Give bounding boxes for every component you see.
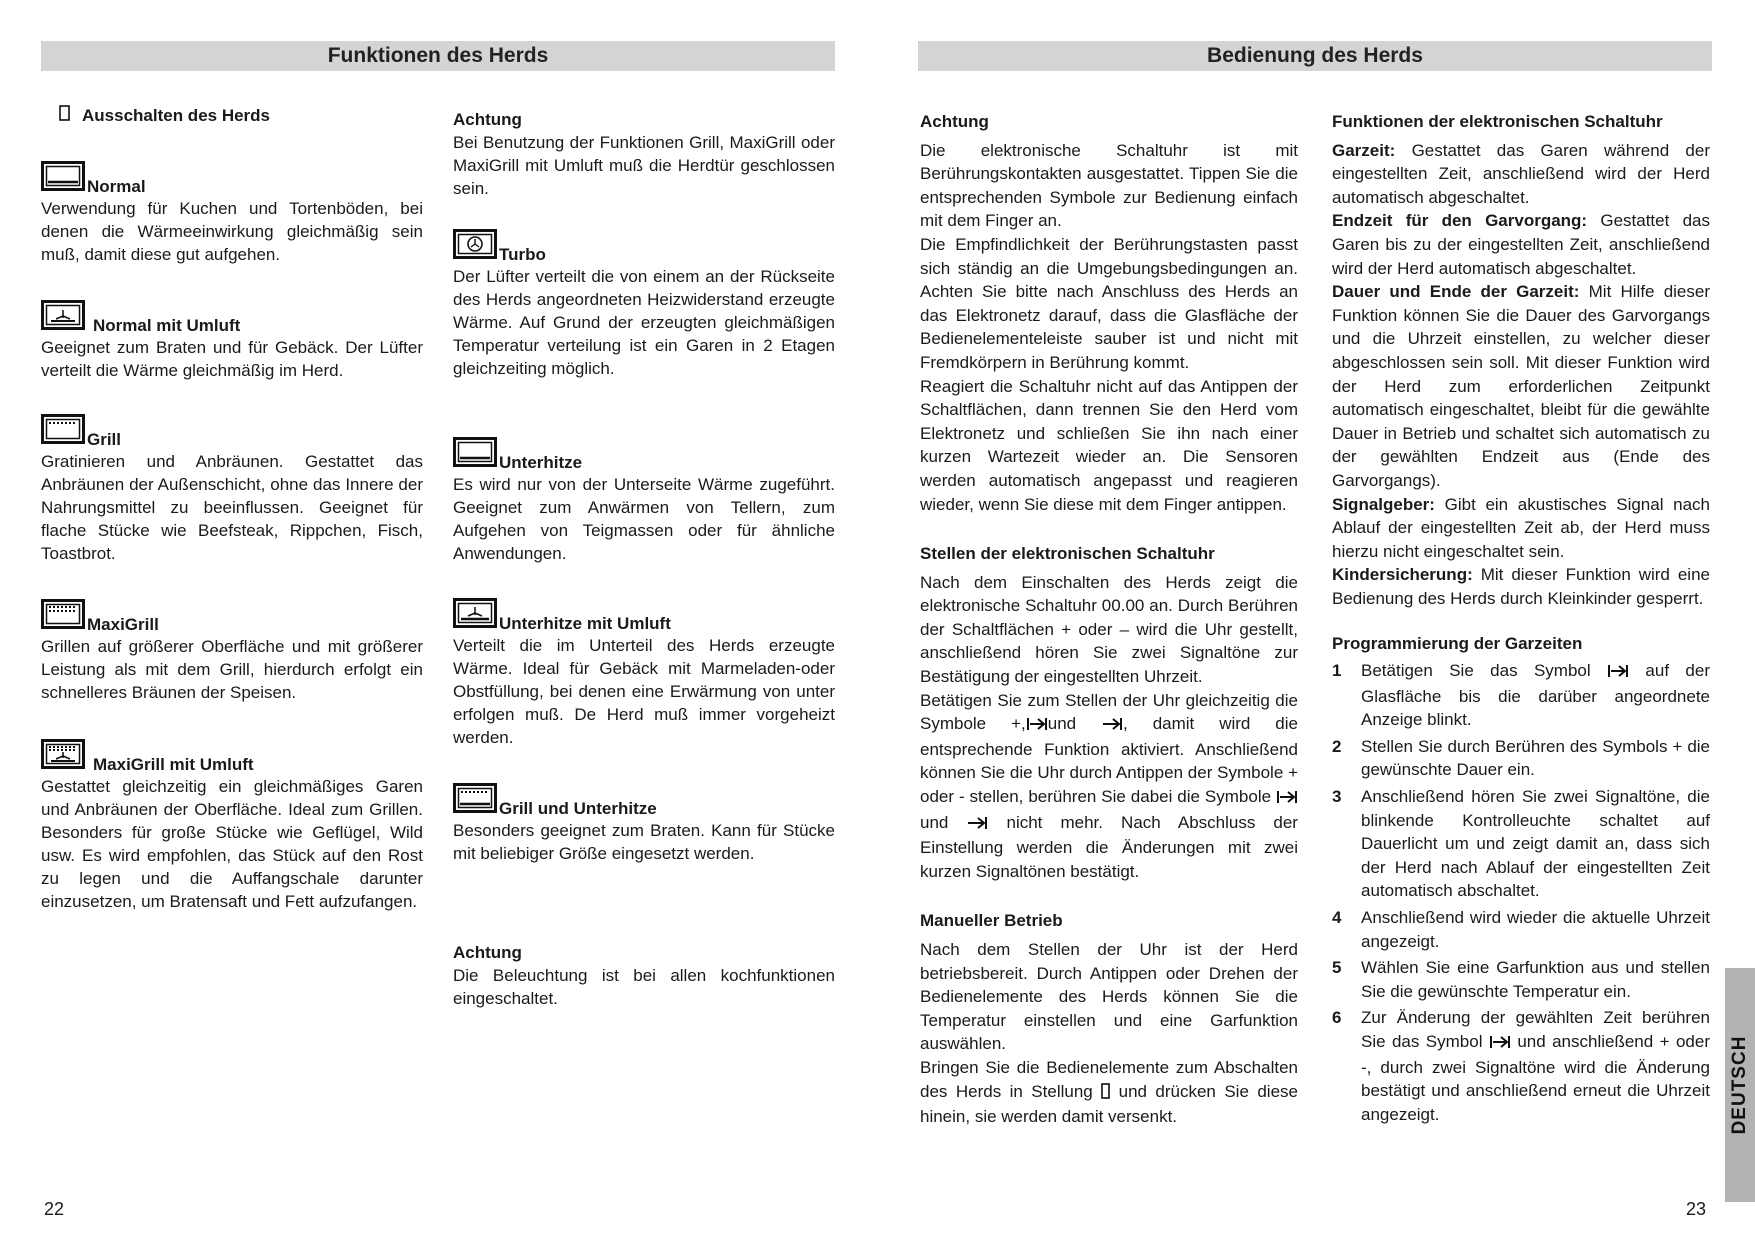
section-normal bbox=[41, 167, 423, 266]
right-col-1 bbox=[920, 110, 1298, 1129]
text-run: nicht mehr. Nach Abschluss der Einstellung werden die Änderungen mit zwei kurzen Signaltönen bestätigt. bbox=[920, 812, 1298, 881]
step-text: auf der Glasfläche bis die darüber angeordnete Anzeige blinkt. bbox=[1361, 661, 1711, 730]
step-number: 4 bbox=[1332, 908, 1342, 927]
right-header-title: Bedienung des Herds bbox=[1207, 44, 1423, 67]
right-page-header bbox=[918, 41, 1712, 71]
turbo-icon bbox=[453, 229, 497, 265]
step-number: 1 bbox=[1332, 661, 1342, 681]
endtime-icon bbox=[966, 813, 988, 837]
duration-icon bbox=[1607, 661, 1629, 685]
section-grill bbox=[41, 420, 423, 565]
item-label: Endzeit für den Garvorgang: bbox=[1332, 211, 1588, 231]
manuell-paragraph-2 bbox=[920, 1056, 1298, 1129]
section-text: Bei Benutzung der Funktionen Grill, MaxiGrill oder MaxiGrill mit Umluft muß die Herdtür geschlossen sein. bbox=[453, 133, 835, 198]
item-text: Gibt ein akustisches Signal nach Ablauf der eingestellten Zeit ab, der Herd muss hierzu nicht eingeschaltet sein. bbox=[1332, 494, 1710, 561]
text-run: Betätigen Sie zum Stellen der Uhr gleichzeitig die Symbole +, bbox=[920, 690, 1298, 734]
section-title: Unterhitze mit Umluft bbox=[499, 614, 671, 633]
step-1 bbox=[1332, 659, 1710, 732]
duration-icon bbox=[1026, 714, 1048, 738]
achtung-paragraph: Reagiert die Schaltuhr nicht auf das Antippen der Schaltflächen, dann trennen Sie den Herd vom Elektronetz und schließen Sie ihn nach einer kurzen Wartezeit wieder an. Die Sensoren werden automatisch angepasst und reagieren wieder, wenn Sie diese mit dem Finger antippen. bbox=[920, 376, 1298, 514]
right-col-2 bbox=[1332, 110, 1710, 1126]
duration-icon bbox=[1276, 787, 1298, 811]
item-label: Kindersicherung: bbox=[1332, 565, 1473, 585]
stellen-title: Stellen der elektronischen Schaltuhr bbox=[920, 544, 1215, 564]
step-number: 2 bbox=[1332, 736, 1342, 756]
section-title: Turbo bbox=[499, 245, 546, 264]
stellen-paragraph-2 bbox=[920, 689, 1298, 884]
grill-icon bbox=[41, 414, 85, 450]
manuell-paragraph: Nach dem Stellen der Uhr ist der Herd betriebsbereit. Durch Antippen oder Drehen der Bedienelemente des Herds können Sie die Temperatur einstellen und eine Garfunktion auswählen. bbox=[920, 940, 1298, 1054]
section-normal-fan bbox=[41, 306, 423, 382]
step-3 bbox=[1332, 785, 1710, 903]
item-label: Dauer und Ende der Garzeit: bbox=[1332, 282, 1580, 302]
step-text: Stellen Sie durch Berühren des Symbols + die gewünschte Dauer ein. bbox=[1361, 736, 1710, 780]
achtung-title: Achtung bbox=[920, 112, 989, 131]
section-title: Unterhitze bbox=[499, 453, 583, 472]
section-off bbox=[41, 104, 423, 126]
manuell-title: Manueller Betrieb bbox=[920, 911, 1063, 931]
step-text: und anschließend + oder -, durch zwei Signaltöne wird die Änderung bestätigt und anschließend erneut die Uhrzeit angezeigt. bbox=[1361, 1031, 1710, 1124]
bottom-heat-fan-icon bbox=[453, 598, 497, 634]
section-title: Ausschalten des Herds bbox=[82, 105, 271, 125]
section-maxigrill-fan bbox=[41, 745, 423, 913]
page-number-left: 22 bbox=[44, 1199, 65, 1219]
funktionen-title: Funktionen der elektronischen Schaltuhr bbox=[1332, 112, 1663, 131]
section-text: Gestattet gleichzeitig ein gleichmäßiges Garen und Anbräunen der Oberfläche. Ideal zum Grillen. Besonders für große Stücke wie Geflügel, Wild usw. Es wird empfohlen, das Stück auf den Rost zu legen und die Auffangschale darunter einzusetzen, um Bratensaft und Fett aufzufangen. bbox=[41, 777, 423, 911]
section-title: Grill bbox=[87, 430, 122, 449]
section-title: Achtung bbox=[453, 943, 522, 962]
section-title: Grill und Unterhitze bbox=[499, 799, 657, 818]
step-text: Wählen Sie eine Garfunktion aus und stellen Sie die gewünschte Temperatur ein. bbox=[1361, 958, 1710, 1001]
step-4 bbox=[1332, 906, 1710, 953]
section-text: Grillen auf größerer Oberfläche und mit größerer Leistung als mit dem Grill, hierdurch erfolgt ein schnelleres Bräunen der Speisen. bbox=[41, 637, 423, 702]
off-square-icon bbox=[1101, 1082, 1110, 1106]
page-number-right: 23 bbox=[1686, 1199, 1707, 1219]
signalgeber-item bbox=[1332, 493, 1710, 564]
step-6 bbox=[1332, 1006, 1710, 1126]
section-achtung-1 bbox=[453, 108, 835, 200]
kindersicherung-item bbox=[1332, 563, 1710, 610]
side-tab-label: DEUTSCH bbox=[1729, 1035, 1750, 1135]
text-run: , damit wird die entsprechende Funktion aktiviert. Anschließend können Sie die Uhr durch Antippen der Symbole + oder - stellen, berühren Sie dabei die Symbole bbox=[920, 714, 1298, 807]
language-side-tab bbox=[1725, 968, 1755, 1202]
section-unterhitze-fan bbox=[453, 604, 835, 749]
grill-bottom-icon bbox=[453, 783, 497, 819]
step-text: Anschließend hören Sie zwei Signaltöne, die blinkende Kontrolleuchte schaltet auf Dauerlicht um und zeigt damit an, dass sich der Herd nach Ablauf der eingestellten Zeit automatisch abschaltet. bbox=[1361, 787, 1710, 901]
section-text: Die Beleuchtung ist bei allen kochfunktionen eingeschaltet. bbox=[453, 966, 835, 1008]
normal-fan-icon bbox=[41, 300, 85, 336]
step-2 bbox=[1332, 735, 1710, 782]
section-text: Gratinieren und Anbräunen. Gestattet das Anbräunen der Außenschicht, ohne das Innere der Nahrungsmittel zu beeinflussen. Geeignet für flache Stücke wie Beefsteak, Rippchen, Fisch, Toastbrot. bbox=[41, 452, 423, 563]
left-page-header bbox=[41, 41, 835, 71]
section-text: Besonders geeignet zum Braten. Kann für Stücke mit beliebiger Größe eingesetzt werden. bbox=[453, 821, 835, 863]
garzeit-item bbox=[1332, 139, 1710, 210]
section-title: MaxiGrill mit Umluft bbox=[93, 755, 254, 774]
section-unterhitze bbox=[453, 443, 835, 565]
section-text: Verwendung für Kuchen und Tortenböden, bei denen die Wärmeeinwirkung gleichmäßig sein muß, damit diese gut aufgehen. bbox=[41, 199, 423, 264]
section-title: Normal bbox=[87, 177, 146, 196]
achtung-paragraph: Die elektronische Schaltuhr ist mit Berührungskontakten ausgestattet. Tippen Sie die entsprechenden Symbole zur Bedienung einfach mit dem Finger an. bbox=[920, 140, 1298, 231]
item-text: Gestattet das Garen bis zu der eingestellten Zeit, anschließend wird der Herd automatisch abgeschaltet. bbox=[1332, 211, 1710, 278]
dauer-ende-item bbox=[1332, 280, 1710, 492]
off-square-icon bbox=[59, 104, 70, 127]
section-title: Achtung bbox=[453, 110, 522, 129]
section-achtung-2 bbox=[453, 941, 835, 1010]
step-text: Zur Änderung der gewählten Zeit berühren Sie das Symbol bbox=[1361, 1008, 1710, 1051]
item-label: Garzeit: bbox=[1332, 140, 1396, 160]
item-label: Signalgeber: bbox=[1332, 494, 1435, 514]
section-grill-unterhitze bbox=[453, 789, 835, 865]
maxigrill-icon bbox=[41, 599, 85, 635]
section-text: Der Lüfter verteilt die von einem an der Rückseite des Herds angeordneten Heizwiderstand erzeugte Wärme. Auf Grund der erzeugten gleichmäßigen Temperatur verteilung ist ein Garen in 2 Etagen gleichzeiting möglich. bbox=[453, 267, 835, 378]
section-title: Normal mit Umluft bbox=[93, 316, 241, 335]
step-number: 3 bbox=[1332, 787, 1342, 807]
text-run: und drücken Sie diese hinein, sie werden damit versenkt. bbox=[920, 1081, 1298, 1127]
programmierung-title: Programmierung der Garzeiten bbox=[1332, 634, 1583, 654]
section-text: Es wird nur von der Unterseite Wärme zugeführt. Geeignet zum Anwärmen von Tellern, zum Aufgehen von Teigmassen oder für ähnliche Anwendungen. bbox=[453, 475, 835, 563]
step-text: Betätigen Sie das Symbol bbox=[1361, 661, 1591, 681]
normal-icon bbox=[41, 161, 85, 197]
step-5 bbox=[1332, 956, 1710, 1003]
duration-icon bbox=[1489, 1032, 1511, 1056]
step-number: 6 bbox=[1332, 1008, 1342, 1028]
item-text: Mit Hilfe dieser Funktion können Sie die Dauer des Garvorgangs und die Uhrzeit einstellen, zu welcher dieser abgeschlossen sein soll. Mit dieser Funktion wird der Herd zum erforderlichen Zeitpunkt automatisch eingeschaltet, bleibt für die gewählte Dauer in Betrieb und schaltet sich automatisch zu der gewählten Endzeit aus (Ende des Garvorgangs). bbox=[1332, 282, 1711, 490]
text-run: Bringen Sie die Bedienelemente zum Abschalten des Herds in Stellung bbox=[920, 1057, 1298, 1101]
step-number: 5 bbox=[1332, 958, 1342, 978]
bottom-heat-icon bbox=[453, 437, 497, 473]
endtime-icon bbox=[1101, 714, 1123, 738]
maxigrill-fan-icon bbox=[41, 739, 85, 775]
section-maxigrill bbox=[41, 605, 423, 704]
item-text: Mit dieser Funktion wird eine Bedienung des Herds durch Kleinkinder gesperrt. bbox=[1332, 565, 1710, 608]
item-text: Gestattet das Garen während der eingestellten Zeit, anschließend wird der Herd automatisch abgeschaltet. bbox=[1332, 140, 1710, 207]
left-header-title: Funktionen des Herds bbox=[327, 44, 549, 67]
section-turbo bbox=[453, 235, 835, 380]
section-text: Verteilt die im Unterteil des Herds erzeugte Wärme. Ideal für Gebäck mit Marmeladen-oder Obstfüllung, bei denen eine Erwärmung von unter erfolgen muß. De Herd muß immer vorgeheizt werden. bbox=[453, 636, 835, 747]
text-run: und bbox=[920, 812, 949, 832]
section-text: Geeignet zum Braten und für Gebäck. Der Lüfter verteilt die Wärme gleichmäßig im Herd. bbox=[41, 338, 423, 380]
stellen-paragraph: Nach dem Einschalten des Herds zeigt die elektronische Schaltuhr 00.00 an. Durch Berühren der Schaltflächen + oder – wird die Uhr gestellt, anschließend hören Sie zwei Signaltöne zur Bestätigung der eingestellten Uhrzeit. bbox=[920, 572, 1298, 687]
step-text: Anschließend wird wieder die aktuelle Uhrzeit angezeigt. bbox=[1361, 908, 1710, 951]
achtung-paragraph: Die Empfindlichkeit der Berührungstasten passt sich ständig an die Umgebungsbedingungen an. Achten Sie bitte nach Anschluss des Herds an das Elektronetz darauf, dass die Glasfläche der Bedienelementeleiste sauber ist und nicht mit Fremdkörpern in Berührung kommt. bbox=[920, 234, 1298, 372]
text-run: und bbox=[1047, 714, 1077, 734]
section-title: MaxiGrill bbox=[87, 615, 159, 634]
endzeit-item bbox=[1332, 209, 1710, 280]
